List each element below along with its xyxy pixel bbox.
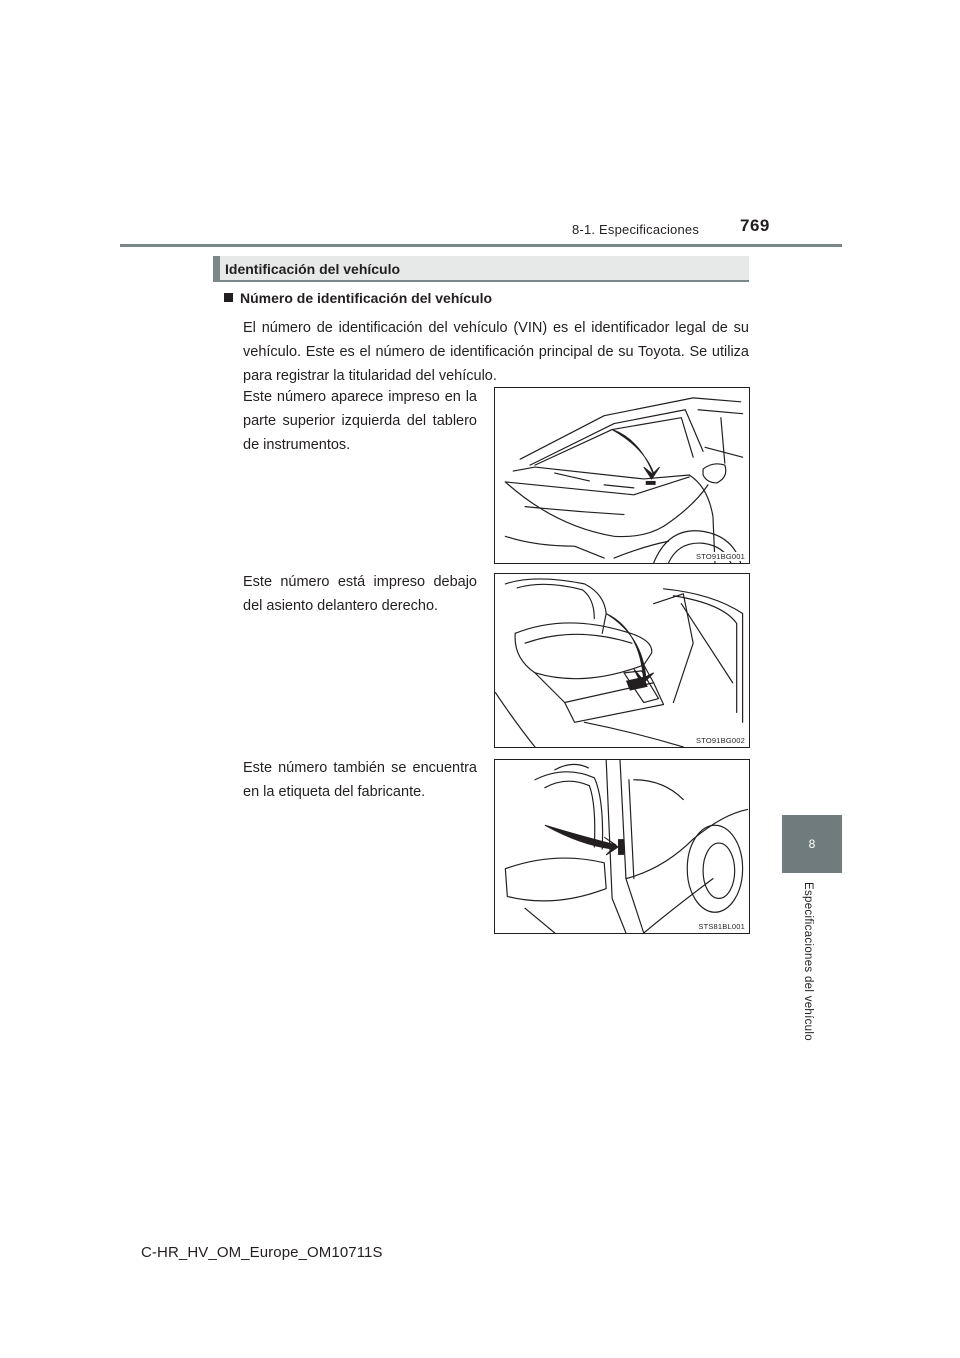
chapter-title: Especificaciones del vehículo xyxy=(802,882,814,1041)
header-section-title: 8-1. Especificaciones xyxy=(572,222,700,237)
section-title: Identificación del vehículo xyxy=(225,261,401,277)
footer-document-id: C-HR_HV_OM_Europe_OM10711S xyxy=(141,1244,383,1261)
intro-paragraph: El número de identificación del vehículo (VIN) es el identificador legal de su vehículo. Este es el número de identificación principal de su Toyota. Se utiliza para registrar la titularidad del vehículo. xyxy=(243,320,749,384)
header-rule xyxy=(120,244,842,247)
front-seat-illustration xyxy=(495,574,749,747)
figure-dashboard-vin xyxy=(494,387,750,564)
page-number: 769 xyxy=(740,216,770,235)
figure-code: STO91BG001 xyxy=(696,552,745,561)
chapter-number: 8 xyxy=(808,837,816,851)
item-text-manufacturer-label: Este número también se encuentra en la etiqueta del fabricante. xyxy=(243,760,477,800)
figure-under-seat-vin xyxy=(494,573,750,748)
figure-code: STS81BL001 xyxy=(698,922,745,931)
square-bullet-icon xyxy=(224,293,233,302)
item-text-dashboard: Este número aparece impreso en la parte superior izquierda del tablero de instrumentos. xyxy=(243,389,477,453)
chapter-tab[interactable] xyxy=(782,815,842,873)
subheading-text: Número de identificación del vehículo xyxy=(240,290,493,306)
section-heading-bar xyxy=(213,256,749,282)
door-pillar-illustration xyxy=(495,760,749,933)
figure-manufacturer-label xyxy=(494,759,750,934)
figure-code: STO91BG002 xyxy=(696,736,745,745)
item-text-under-seat: Este número está impreso debajo del asiento delantero derecho. xyxy=(243,574,477,614)
section-marker xyxy=(213,256,220,282)
car-front-illustration xyxy=(495,388,749,563)
subheading xyxy=(224,290,492,306)
